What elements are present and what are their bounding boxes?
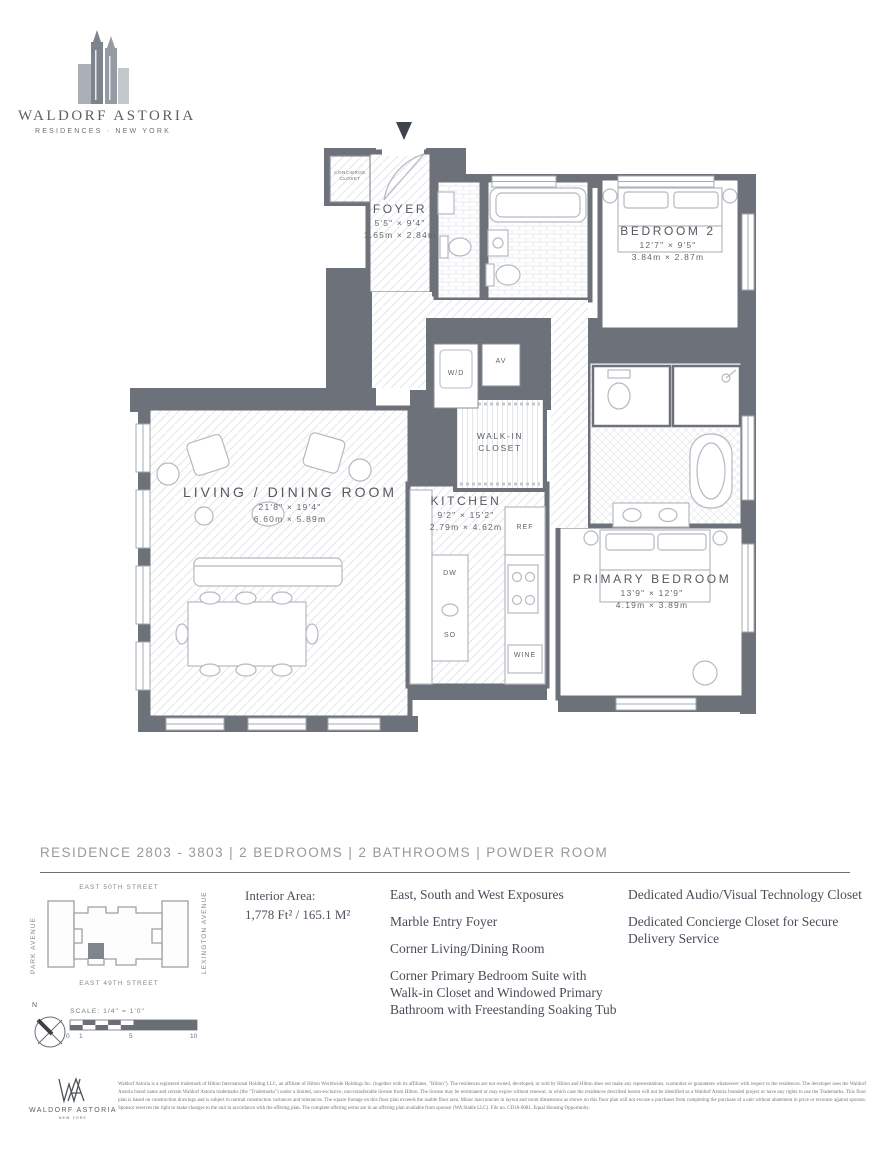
site-map-drawing (28, 891, 208, 975)
compass-icon (28, 1004, 72, 1057)
scale-tick-0: 0 (66, 1033, 70, 1040)
living-dining-label: LIVING / DINING ROOM 21'8" × 19'4" 6.60m × 5.89m (182, 484, 398, 524)
corridor-floor (551, 300, 588, 528)
residence-title: RESIDENCE 2803 - 3803 | 2 BEDROOMS | 2 BATHROOMS | POWDER ROOM (40, 845, 609, 860)
walk-in-closet-label: WALK-IN CLOSET (476, 431, 524, 453)
floor-plan-drawing (130, 118, 760, 733)
primary-bedroom-label: PRIMARY BEDROOM 13'9" × 12'9" 4.19m × 3.89m (572, 572, 732, 610)
brand-name: WALDORF ASTORIA (18, 108, 196, 124)
scale-tick-1: 1 (79, 1033, 83, 1040)
wa-monogram-icon (55, 1076, 91, 1104)
scale-bar (68, 1019, 200, 1033)
scale-label: SCALE: 1/4" = 1'0" (70, 1008, 145, 1015)
concierge-closet-label: CONCIERGE CLOSET (334, 170, 366, 181)
washer-dryer-label: W/D (447, 370, 465, 377)
scale-tick-10: 10 (190, 1033, 198, 1040)
interior-area-label: Interior Area: (245, 888, 316, 903)
feature-item: Dedicated Audio/Visual Technology Closet (628, 887, 862, 902)
feature-item: Corner Living/Dining Room (390, 941, 545, 956)
interior-area (245, 886, 350, 924)
entry-arrow-icon (396, 122, 412, 140)
north-label: N (32, 1002, 38, 1009)
foyer-label: FOYER 5'5" × 9'4" 1.65m × 2.84m (363, 202, 437, 240)
scale-tick-5: 5 (129, 1033, 133, 1040)
feature-item: Marble Entry Foyer (390, 914, 498, 929)
feature-list-left (390, 886, 618, 1028)
site-map (28, 884, 210, 992)
avenue-right-label: LEXINGTON AVENUE (201, 891, 208, 974)
feature-item: Dedicated Concierge Closet for Secure Delivery Service (628, 914, 839, 946)
feature-item: Corner Primary Bedroom Suite with Walk-in Closet and Windowed Primary Bathroom with Freestanding Soaking Tub (390, 968, 617, 1017)
brand-subtitle: RESIDENCES · NEW YORK (35, 128, 171, 135)
unit-location-marker (88, 943, 104, 959)
footer-brand (28, 1076, 118, 1120)
building-icon (60, 30, 146, 104)
kitchen-label: KITCHEN 9'2" × 15'2" 2.79m × 4.62m (429, 494, 503, 532)
feature-list-right (628, 886, 862, 957)
avenue-left-label: PARK AVENUE (30, 916, 37, 974)
title-divider (40, 872, 850, 873)
legal-disclaimer: Waldorf Astoria is a registered trademark of Hilton International Holding LLC, an affiliate of Hilton Worldwide Holdings Inc. (together with its affiliates, "Hilton"). The residences are not owned, developed, or sold by Hilton and Hilton does not make any representations, warranties or guarantees whatsoever with respect to the residences. The developer uses the Waldorf Astoria brand name and certain Waldorf Astoria trademarks (the "Trademarks") under a limited, non-exclusive, non-transferable license from Hilton. The license may be terminated or may expire without renewal, in which case the residences described herein will not be identified as a Waldorf Astoria branded project or have any rights to use the Trademarks. This floor plan is based on construction drawings and is subject to normal construction variances and tolerances. The square footage on this floor plan exceeds the usable floor area. Minor inaccuracies in layout and room dimensions as shown on this floor plan will not excuse a purchaser from completing the purchase of a unit without abatement in price or recourse against sponsor. Sponsor reserves the right to make changes to the unit in accordance with the offering plan. The complete offering terms are in an offering plan available from sponsor (WA Stable LLC). File no. CD18-0081. Equal Housing Opportunity. (118, 1082, 866, 1111)
footer-brand-sub: NEW YORK (59, 1116, 87, 1120)
speed-oven-label: SO (443, 632, 457, 639)
street-top-label: EAST 50TH STREET (79, 884, 159, 891)
bedroom2-label: BEDROOM 2 12'7" × 9'5" 3.84m × 2.87m (620, 224, 716, 262)
av-closet-label: AV (495, 358, 507, 365)
feature-item: East, South and West Exposures (390, 887, 564, 902)
footer-brand-name: WALDORF ASTORIA (29, 1107, 117, 1114)
interior-area-value: 1,778 Ft² / 165.1 M² (245, 907, 351, 922)
street-bottom-label: EAST 49TH STREET (79, 980, 159, 987)
floor-plan (130, 118, 760, 733)
wine-fridge-label: WINE (513, 652, 537, 659)
dishwasher-label: DW (443, 570, 457, 577)
refrigerator-label: REF (516, 524, 534, 531)
entry-opening (382, 148, 424, 156)
